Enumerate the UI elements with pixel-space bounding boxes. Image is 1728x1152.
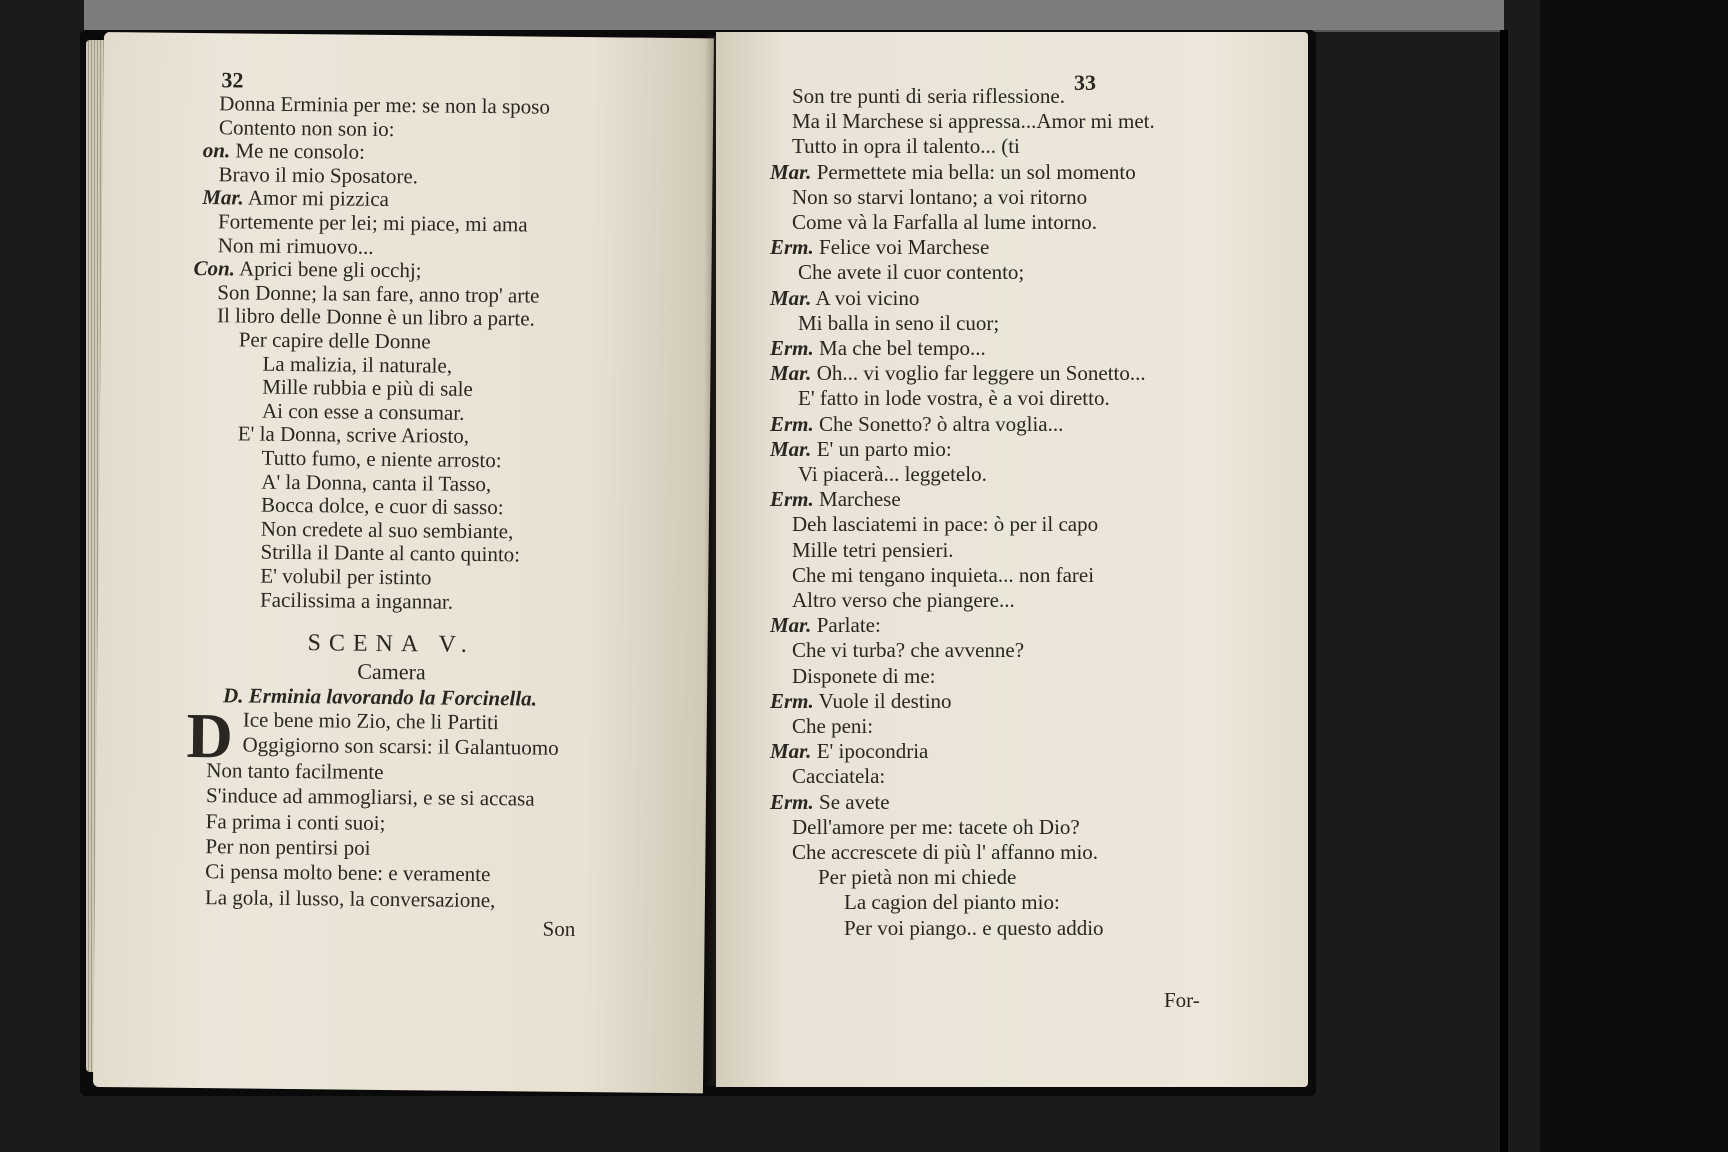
text-line	[798, 386, 1110, 411]
line-text: Permettete mia bella: un sol momento	[811, 159, 1136, 184]
line-text: Che avete il cuor contento;	[798, 260, 1025, 285]
scanner-background-panel	[1540, 0, 1728, 1152]
text-line	[260, 564, 431, 591]
line-text: Contento non son io:	[218, 114, 395, 141]
scene-location: Camera	[357, 658, 426, 685]
line-text: E' ipocondria	[811, 739, 929, 764]
text-line	[770, 160, 1136, 185]
speaker-label: Mar.	[770, 436, 812, 461]
right-page	[716, 32, 1308, 1087]
line-text: La cagion del pianto mio:	[844, 890, 1060, 915]
text-line	[770, 412, 1063, 437]
line-text: Strilla il Dante al canto quinto:	[260, 540, 521, 567]
line-text: Son tre punti di seria riflessione.	[792, 84, 1065, 108]
line-text: Per voi piango.. e questo addio	[844, 915, 1104, 940]
text-line	[792, 714, 873, 739]
line-text: Ai con esse a consumar.	[261, 398, 465, 425]
line-text: Vuole il destino	[813, 688, 952, 713]
stage-direction: D. Erminia lavorando la Forcinella.	[222, 683, 538, 711]
text-line: Ice bene mio Zio, che li Partiti	[242, 707, 499, 735]
line-text: Il libro delle Donne è un libro a parte.	[216, 303, 535, 331]
drop-cap: D	[186, 699, 234, 772]
text-line	[792, 638, 1024, 663]
scanner-top-strip	[84, 0, 1504, 32]
speaker-label: Mar.	[770, 159, 812, 184]
text-line: La gola, il lusso, la conversazione,	[204, 884, 496, 912]
line-text: A' la Donna, canta il Tasso,	[261, 469, 492, 496]
text-line	[792, 664, 935, 689]
text-line	[219, 115, 395, 142]
text-line: Non tanto facilmente	[206, 757, 384, 784]
line-text: Mille rubbia e più di sale	[262, 374, 473, 402]
text-line	[792, 109, 1155, 134]
text-line: Per non pentirsi poi	[205, 834, 371, 860]
text-line	[202, 185, 389, 212]
text-line	[260, 587, 453, 614]
line-text: Mille tetri pensieri.	[792, 537, 954, 562]
text-line	[770, 235, 989, 260]
text-line	[792, 84, 1065, 109]
text-line	[792, 588, 1015, 613]
speaker-label: Erm.	[770, 235, 814, 260]
line-text: Son Donne; la san fare, anno trop' arte	[217, 279, 540, 308]
line-text: Bravo il mio Sposatore.	[218, 162, 419, 189]
line-text: Ma che bel tempo...	[813, 336, 986, 360]
text-line: Ci pensa molto bene: e veramente	[205, 859, 491, 887]
catchword: Son	[542, 916, 576, 941]
line-text: E' volubil per istinto	[260, 563, 432, 590]
line-text: Tutto in opra il talento... (ti	[792, 134, 1020, 159]
text-line	[792, 815, 1080, 840]
line-text: Tutto fumo, e niente arrosto:	[261, 445, 502, 473]
line-text: Parlate:	[811, 613, 881, 638]
speaker-label: Mar.	[770, 285, 812, 310]
line-text: Non credete al suo sembiante,	[260, 516, 514, 544]
text-line	[792, 840, 1098, 865]
line-text: Aprici bene gli occhj;	[234, 256, 422, 283]
line-text: Deh lasciatemi in pace: ò per il capo	[792, 512, 1099, 537]
text-line	[792, 538, 954, 563]
text-line: S'induce ad ammogliarsi, e se si accasa	[205, 783, 535, 811]
line-text: Per pietà non mi chiede	[818, 865, 1017, 890]
catchword: For-	[1164, 988, 1200, 1012]
speaker-label: Erm.	[770, 487, 814, 512]
text-line	[770, 689, 952, 714]
line-text: Facilissima a ingannar.	[259, 587, 454, 614]
line-text: Dell'amore per me: tacete oh Dio?	[792, 814, 1080, 839]
line-text: La malizia, il naturale,	[262, 351, 453, 378]
speaker-label: Mar.	[770, 613, 812, 638]
text-line	[792, 512, 1098, 537]
line-text: Che mi tengano inquieta... non farei	[792, 562, 1095, 587]
line-text: Non mi rimuovo...	[217, 232, 374, 259]
line-text: Che accrescete di più l' affanno mio.	[792, 840, 1099, 864]
line-text: Disponete di me:	[792, 663, 936, 688]
text-line: Fa prima i conti suoi;	[205, 808, 386, 835]
line-text: E' la Donna, scrive Ariosto,	[237, 421, 470, 449]
speaker-label: Erm.	[770, 336, 814, 360]
line-text: Marchese	[813, 487, 901, 512]
line-text: Che Sonetto? ò altra voglia...	[813, 411, 1064, 436]
line-text: Che vi turba? che avvenne?	[792, 638, 1025, 663]
line-text: Ma il Marchese si appressa...Amor mi met.	[792, 109, 1155, 134]
line-text: Donna Erminia per me: se non la sposo	[219, 91, 551, 119]
left-page	[93, 32, 714, 1093]
speaker-label: Mar.	[202, 185, 244, 210]
line-text: Altro verso che piangere...	[792, 588, 1015, 612]
text-line	[770, 286, 919, 311]
line-text: Come và la Farfalla al lume intorno.	[792, 210, 1097, 234]
text-line	[770, 487, 901, 512]
line-text: Se avete	[813, 789, 890, 814]
line-text: Cacciatela:	[792, 764, 886, 789]
text-line	[792, 210, 1097, 235]
page-number: 33	[1074, 70, 1096, 95]
line-text: Non so starvi lontano; a voi ritorno	[792, 184, 1088, 209]
line-text: Fortemente per lei; mi piace, mi ama	[217, 209, 528, 237]
text-line	[770, 790, 890, 815]
text-line	[798, 462, 987, 487]
speaker-label: Erm.	[770, 789, 814, 814]
line-text: Mi balla in seno il cuor;	[798, 310, 1000, 335]
line-text: E' fatto in lode vostra, è a voi diretto.	[798, 386, 1110, 411]
speaker-label: Con.	[193, 256, 236, 281]
text-line	[798, 311, 999, 336]
text-line	[844, 916, 1104, 941]
text-line	[770, 613, 881, 638]
text-line	[818, 865, 1016, 890]
line-text: E' un parto mio:	[811, 436, 952, 461]
text-line	[770, 336, 986, 361]
line-text: Per capire delle Donne	[238, 327, 431, 354]
text-line	[770, 739, 928, 764]
text-line	[792, 563, 1094, 588]
line-text: Vi piacerà... leggetelo.	[798, 462, 987, 486]
text-line	[770, 437, 952, 462]
page-number: 32	[221, 67, 244, 93]
line-text: Oh... vi voglio far leggere un Sonetto...	[811, 361, 1146, 386]
speaker-label: Mar.	[770, 739, 812, 764]
text-line	[844, 890, 1060, 915]
text-line	[203, 138, 365, 165]
line-text: A voi vicino	[811, 285, 920, 310]
line-text: Me ne consolo:	[230, 138, 366, 164]
text-line	[798, 260, 1024, 285]
text-line	[792, 764, 885, 789]
text-line	[218, 233, 374, 260]
line-text: Amor mi pizzica	[243, 185, 390, 212]
line-text: Felice voi Marchese	[813, 235, 990, 260]
line-text: Bocca dolce, e cuor di sasso:	[260, 492, 504, 520]
text-line	[792, 134, 1020, 159]
speaker-label: on.	[202, 138, 231, 163]
speaker-label: Erm.	[770, 688, 814, 713]
speaker-label: Mar.	[770, 361, 812, 386]
line-text: Che peni:	[792, 714, 874, 738]
scene-title: SCENA V.	[307, 630, 475, 658]
text-line	[770, 361, 1146, 386]
text-line	[792, 185, 1087, 210]
scanner-background-edge	[1500, 30, 1508, 1152]
text-line: Oggigiorno son scarsi: il Galantuomo	[242, 732, 559, 761]
speaker-label: Erm.	[770, 411, 814, 436]
